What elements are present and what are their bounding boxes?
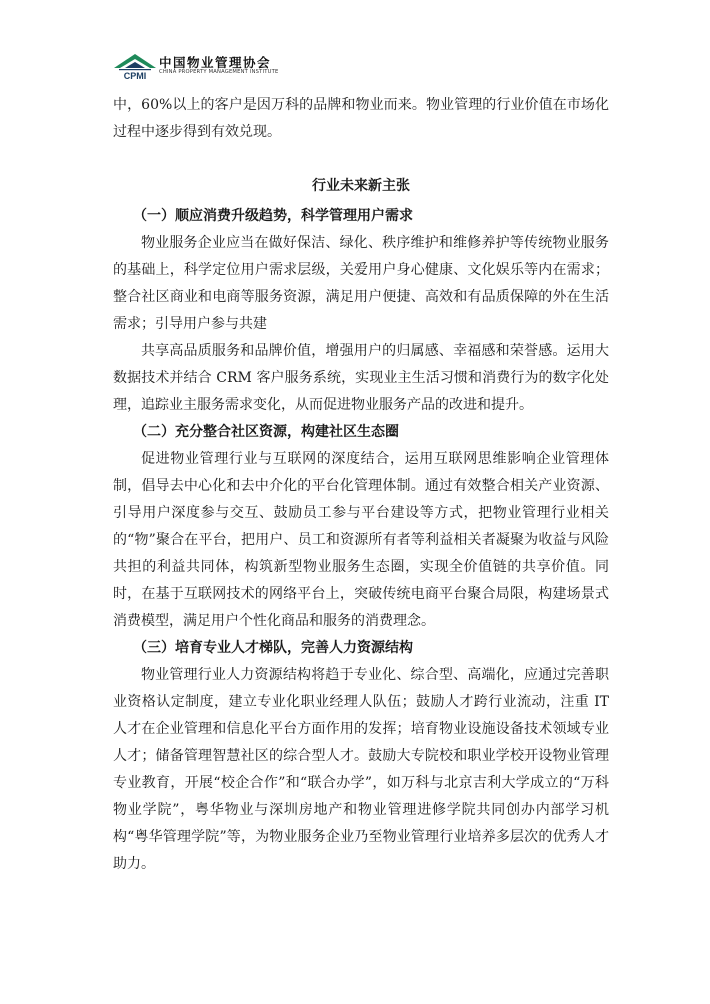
section-2-heading: （二）充分整合社区资源，构建社区生态圈 xyxy=(133,424,399,440)
section-1-heading: （一）顺应消费升级趋势，科学管理用户需求 xyxy=(133,208,413,224)
section-3-heading: （三）培育专业人才梯队，完善人力资源结构 xyxy=(133,640,413,656)
section-3-paragraph: 物业管理行业人力资源结构将趋于专业化、综合型、高端化，应通过完善职业资格认定制度，建立专业化职业经理人队伍；鼓励人才跨行业流动，注重 IT 人才在企业管理和信息化平台方面作用的发挥；培育物业设施设备技术领域专业人才；储备管理智慧社区的综合型人才。鼓励大专院校和职业学校开设物业管理专业教育，开展“校企合作”和“联合办学”，如万科与北京吉利大学成立的“万科物业学院”，粤华物业与深圳房地产和物业管理进修学院共同创办内部学习机构“粤华管理学院”等，为物业服务企业乃至物业管理行业培养多层次的优秀人才助力。 xyxy=(113,667,609,872)
document-body xyxy=(113,92,609,878)
section-title: 行业未来新主张 xyxy=(312,178,410,194)
cpmi-roof-emblem xyxy=(113,52,157,82)
cpmi-logo xyxy=(113,52,283,82)
intro-paragraph: 中，60%以上的客户是因万科的品牌和物业而来。物业管理的行业价值在市场化过程中逐步得到有效兑现。 xyxy=(113,97,609,140)
org-name-en: CHINA PROPERTY MANAGEMENT INSTITUTE xyxy=(159,69,279,75)
section-1-paragraph: 物业服务企业应当在做好保洁、绿化、秩序维护和维修养护等传统物业服务的基础上，科学定位用户需求层级，关爱用户身心健康、文化娱乐等内在需求；整合社区商业和电商等服务资源，满足用户便捷、高效和有品质保障的外在生活需求；引导用户参与共建 xyxy=(113,235,609,332)
section-2-paragraph: 促进物业管理行业与互联网的深度结合，运用互联网思维影响企业管理体制，倡导去中心化和去中介化的平台化管理体制。通过有效整合相关产业资源、引导用户深度参与交互、鼓励员工参与平台建设等方式，把物业管理行业相关的“物”聚合在平台，把用户、员工和资源所有者等利益相关者凝聚为收益与风险共担的利益共同体，构筑新型物业服务生态圈，实现全价值链的共享价值。同时，在基于互联网技术的网络平台上，突破传统电商平台聚合局限，构建场景式消费模型，满足用户个性化商品和服务的消费理念。 xyxy=(113,451,609,629)
org-name-cn: 中国物业管理协会 xyxy=(159,55,272,70)
section-1-paragraph: 共享高品质服务和品牌价值，增强用户的归属感、幸福感和荣誉感。运用大数据技术并结合 CRM 客户服务系统，实现业主生活习惯和消费行为的数字化处理，追踪业主服务需求变化，从而促进物业服务产品的改进和提升。 xyxy=(113,343,609,413)
logo-abbr: CPMI xyxy=(123,71,147,81)
